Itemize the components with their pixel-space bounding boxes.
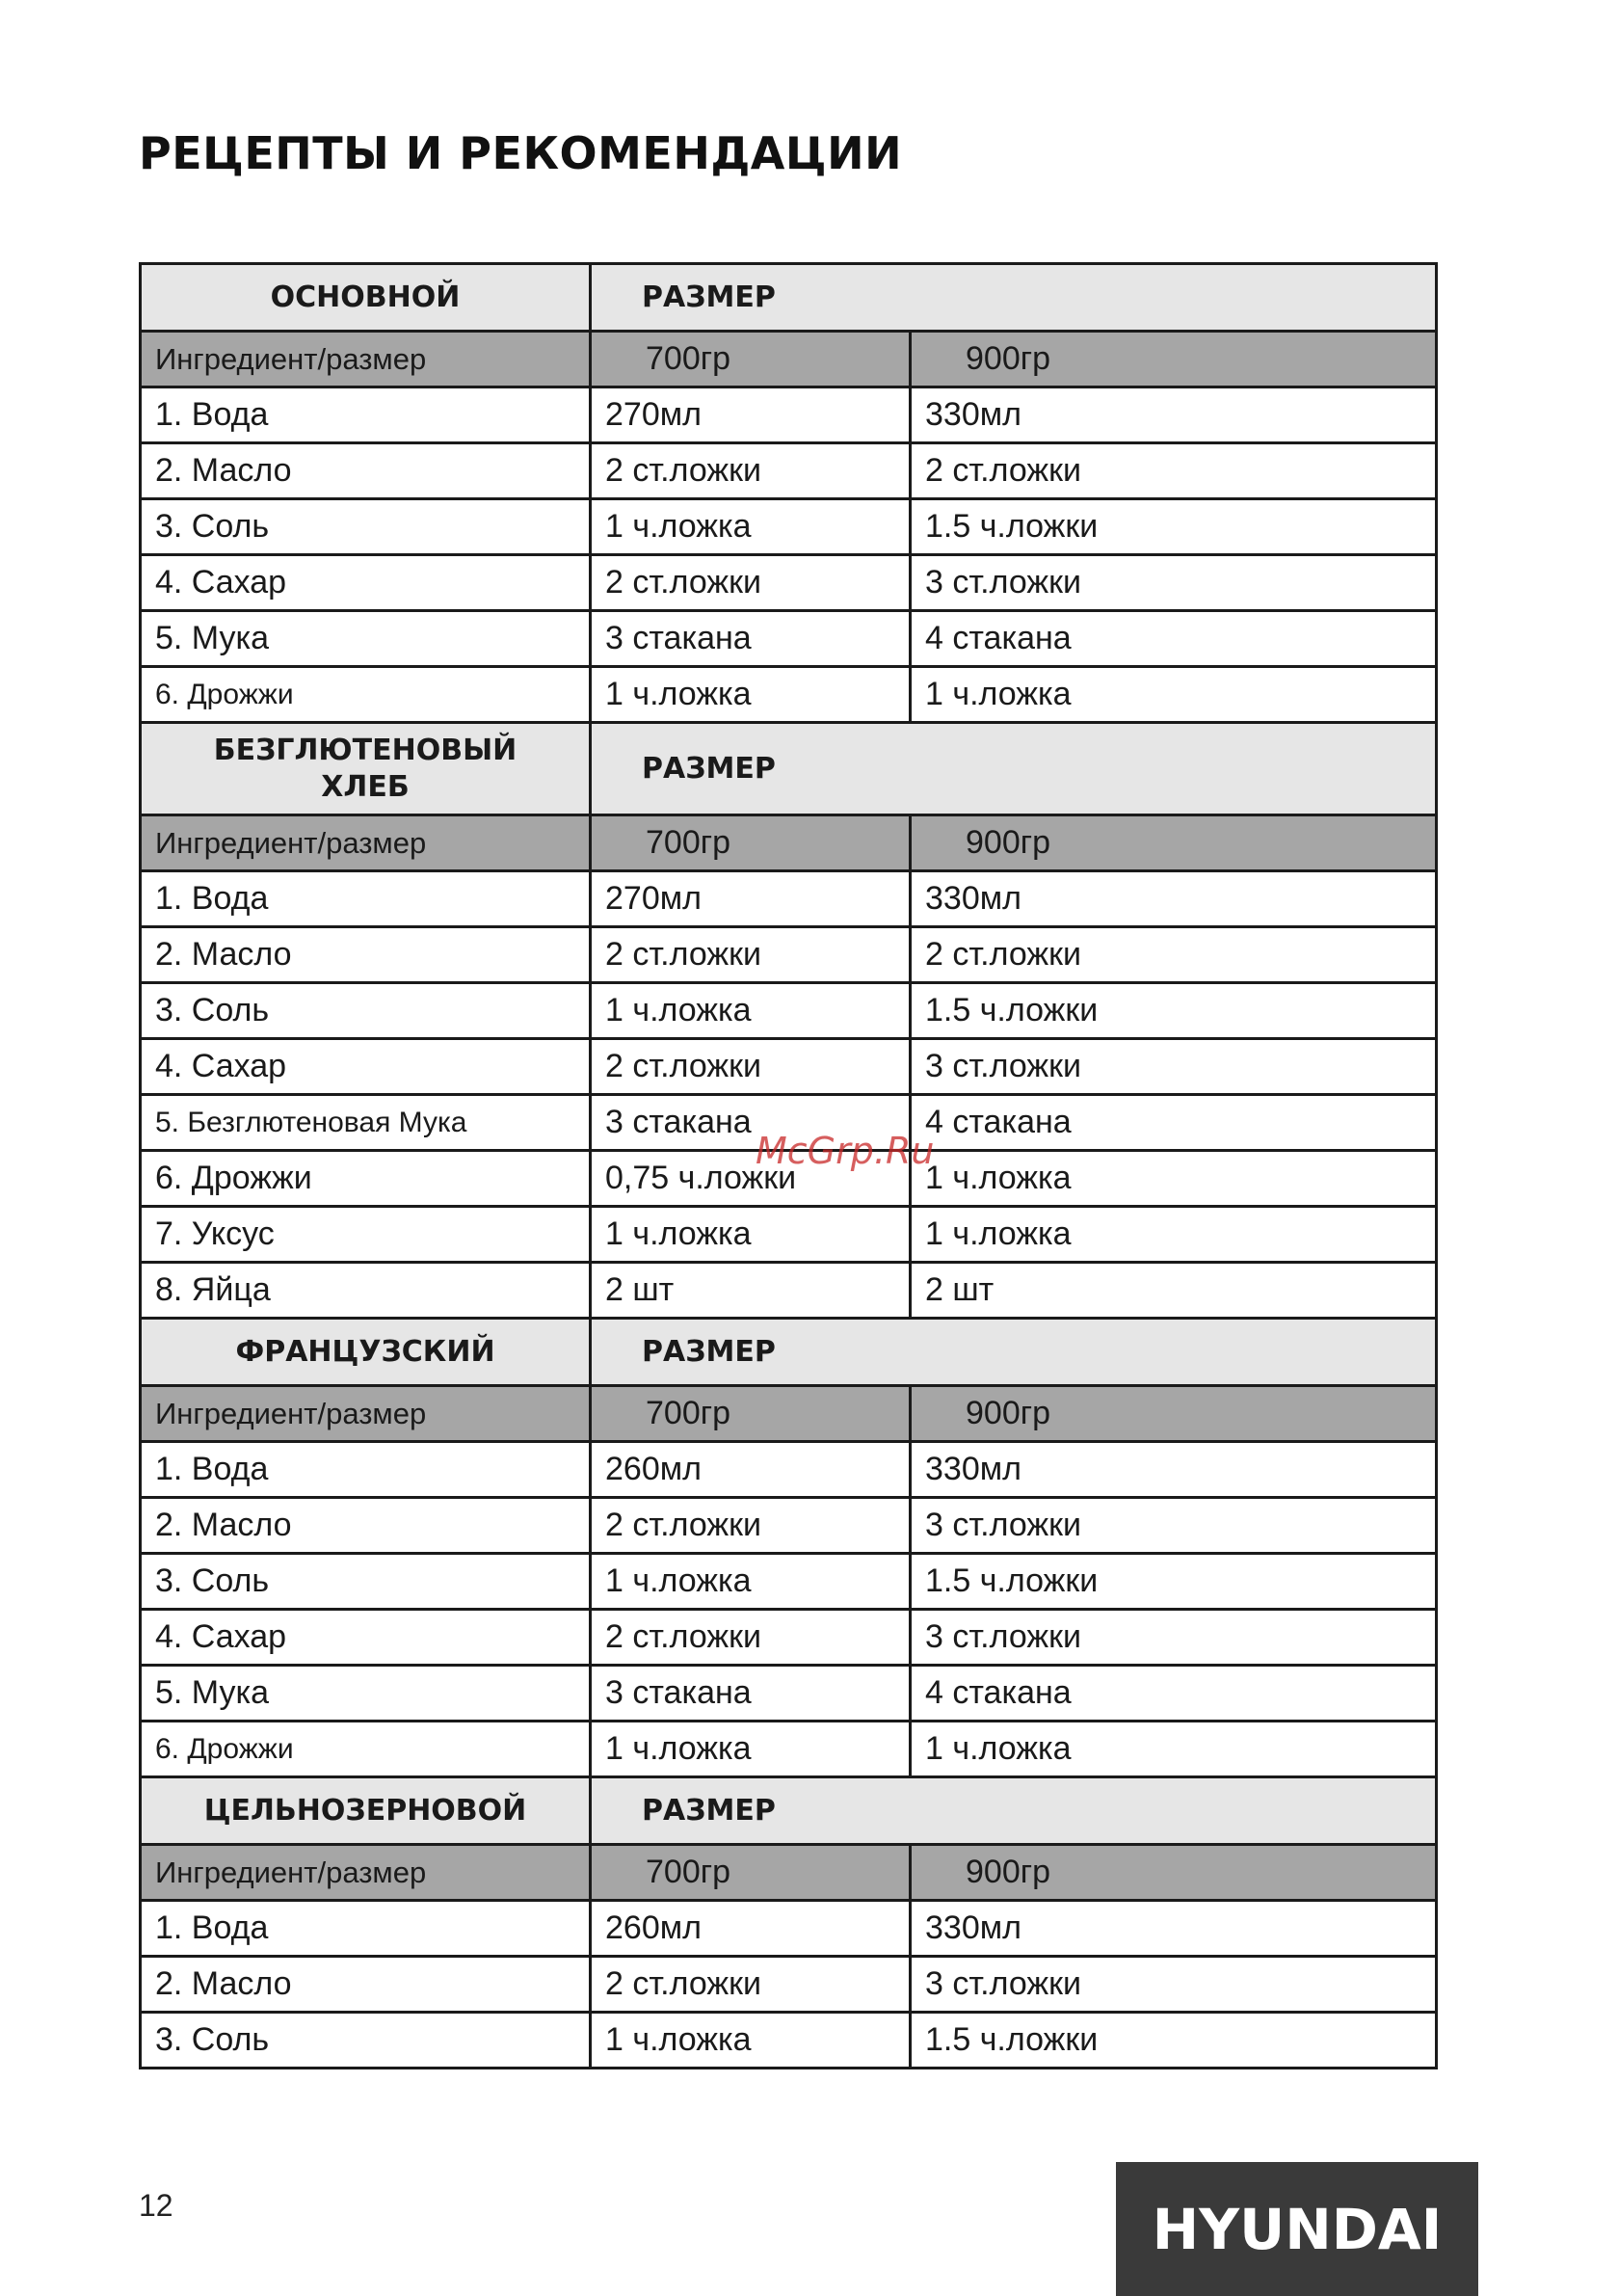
amount-900-cell: 1 ч.ложка	[911, 1151, 1437, 1207]
size-900-column-header: 900гр	[911, 1845, 1437, 1901]
amount-700-cell: 270мл	[591, 871, 911, 927]
table-row	[141, 927, 1437, 983]
amount-900-cell: 4 стакана	[911, 611, 1437, 667]
ingredient-cell: 2. Масло	[141, 927, 591, 983]
amount-900-cell: 2 шт	[911, 1263, 1437, 1319]
table-row	[141, 443, 1437, 499]
section-name: ФРАНЦУЗСКИЙ	[141, 1319, 591, 1386]
ingredient-cell: 1. Вода	[141, 871, 591, 927]
amount-700-cell: 2 ст.ложки	[591, 1039, 911, 1095]
size-700-column-header: 700гр	[591, 1845, 911, 1901]
ingredient-cell: 3. Соль	[141, 983, 591, 1039]
table-row	[141, 387, 1437, 443]
table-row	[141, 1610, 1437, 1666]
table-row	[141, 1666, 1437, 1722]
table-row	[141, 1039, 1437, 1095]
size-900-column-header: 900гр	[911, 332, 1437, 387]
section-header-row	[141, 264, 1437, 332]
size-700-column-header: 700гр	[591, 332, 911, 387]
amount-700-cell: 1 ч.ложка	[591, 1722, 911, 1777]
size-700-column-header: 700гр	[591, 815, 911, 871]
page-number: 12	[139, 2188, 173, 2223]
amount-900-cell: 330мл	[911, 1901, 1437, 1957]
column-header-row	[141, 332, 1437, 387]
ingredient-cell: 8. Яйца	[141, 1263, 591, 1319]
column-header-row	[141, 815, 1437, 871]
amount-900-cell: 1.5 ч.ложки	[911, 2013, 1437, 2069]
amount-900-cell: 2 ст.ложки	[911, 443, 1437, 499]
amount-900-cell: 1 ч.ложка	[911, 1722, 1437, 1777]
amount-700-cell: 1 ч.ложка	[591, 1207, 911, 1263]
ingredient-column-header: Ингредиент/размер	[141, 332, 591, 387]
ingredient-cell: 6. Дрожжи	[141, 667, 591, 723]
column-header-row	[141, 1386, 1437, 1442]
table-row	[141, 1263, 1437, 1319]
section-size-label: РАЗМЕР	[591, 1777, 1437, 1845]
watermark: McGrp.Ru	[756, 1130, 935, 1172]
amount-900-cell: 1.5 ч.ложки	[911, 499, 1437, 555]
table-row	[141, 1722, 1437, 1777]
amount-700-cell: 3 стакана	[591, 611, 911, 667]
table-row	[141, 1554, 1437, 1610]
amount-900-cell: 1 ч.ложка	[911, 667, 1437, 723]
amount-700-cell: 260мл	[591, 1901, 911, 1957]
ingredient-column-header: Ингредиент/размер	[141, 1386, 591, 1442]
ingredient-cell: 2. Масло	[141, 443, 591, 499]
table-row	[141, 611, 1437, 667]
table-row	[141, 1901, 1437, 1957]
table-row	[141, 1207, 1437, 1263]
amount-900-cell: 3 ст.ложки	[911, 555, 1437, 611]
amount-700-cell: 3 стакана	[591, 1095, 911, 1151]
amount-900-cell: 1.5 ч.ложки	[911, 983, 1437, 1039]
column-header-row	[141, 1845, 1437, 1901]
ingredient-cell: 5. Мука	[141, 1666, 591, 1722]
section-size-label: РАЗМЕР	[591, 264, 1437, 332]
ingredient-cell: 6. Дрожжи	[141, 1151, 591, 1207]
amount-900-cell: 4 стакана	[911, 1095, 1437, 1151]
amount-700-cell: 1 ч.ложка	[591, 499, 911, 555]
table-row	[141, 983, 1437, 1039]
amount-900-cell: 330мл	[911, 387, 1437, 443]
ingredient-cell: 4. Сахар	[141, 555, 591, 611]
amount-700-cell: 2 ст.ложки	[591, 443, 911, 499]
amount-700-cell: 1 ч.ложка	[591, 667, 911, 723]
ingredient-column-header: Ингредиент/размер	[141, 1845, 591, 1901]
ingredient-cell: 4. Сахар	[141, 1610, 591, 1666]
ingredient-cell: 3. Соль	[141, 499, 591, 555]
ingredient-cell: 2. Масло	[141, 1957, 591, 2013]
amount-700-cell: 2 ст.ложки	[591, 1610, 911, 1666]
amount-700-cell: 2 ст.ложки	[591, 927, 911, 983]
amount-700-cell: 1 ч.ложка	[591, 2013, 911, 2069]
ingredient-cell: 5. Мука	[141, 611, 591, 667]
ingredient-cell: 1. Вода	[141, 1442, 591, 1498]
ingredient-cell: 1. Вода	[141, 387, 591, 443]
amount-700-cell: 2 ст.ложки	[591, 1957, 911, 2013]
amount-900-cell: 3 ст.ложки	[911, 1039, 1437, 1095]
size-700-column-header: 700гр	[591, 1386, 911, 1442]
table-row	[141, 871, 1437, 927]
page-title: РЕЦЕПТЫ И РЕКОМЕНДАЦИИ	[139, 127, 903, 179]
amount-900-cell: 3 ст.ложки	[911, 1957, 1437, 2013]
table-row	[141, 667, 1437, 723]
ingredient-cell: 3. Соль	[141, 1554, 591, 1610]
table-row	[141, 1498, 1437, 1554]
table-row	[141, 1957, 1437, 2013]
amount-900-cell: 4 стакана	[911, 1666, 1437, 1722]
amount-700-cell: 0,75 ч.ложки	[591, 1151, 911, 1207]
amount-700-cell: 2 ст.ложки	[591, 555, 911, 611]
ingredient-cell: 6. Дрожжи	[141, 1722, 591, 1777]
size-900-column-header: 900гр	[911, 815, 1437, 871]
amount-700-cell: 260мл	[591, 1442, 911, 1498]
brand-logo-text: HYUNDAI	[1152, 2196, 1443, 2262]
ingredient-cell: 3. Соль	[141, 2013, 591, 2069]
amount-900-cell: 1 ч.ложка	[911, 1207, 1437, 1263]
section-header-row	[141, 1319, 1437, 1386]
section-header-row	[141, 723, 1437, 815]
section-name: ОСНОВНОЙ	[141, 264, 591, 332]
amount-700-cell: 2 шт	[591, 1263, 911, 1319]
amount-900-cell: 330мл	[911, 1442, 1437, 1498]
table-row	[141, 499, 1437, 555]
table-row	[141, 1442, 1437, 1498]
section-name: ЦЕЛЬНОЗЕРНОВОЙ	[141, 1777, 591, 1845]
table-row	[141, 555, 1437, 611]
brand-logo	[1116, 2162, 1478, 2296]
amount-900-cell: 3 ст.ложки	[911, 1498, 1437, 1554]
ingredient-cell: 1. Вода	[141, 1901, 591, 1957]
table-row	[141, 2013, 1437, 2069]
amount-700-cell: 270мл	[591, 387, 911, 443]
amount-900-cell: 1.5 ч.ложки	[911, 1554, 1437, 1610]
amount-700-cell: 2 ст.ложки	[591, 1498, 911, 1554]
section-name: БЕЗГЛЮТЕНОВЫЙ ХЛЕБ	[141, 723, 591, 815]
section-size-label: РАЗМЕР	[591, 723, 1437, 815]
ingredient-column-header: Ингредиент/размер	[141, 815, 591, 871]
amount-900-cell: 330мл	[911, 871, 1437, 927]
section-size-label: РАЗМЕР	[591, 1319, 1437, 1386]
amount-700-cell: 3 стакана	[591, 1666, 911, 1722]
section-header-row	[141, 1777, 1437, 1845]
ingredient-cell: 2. Масло	[141, 1498, 591, 1554]
amount-900-cell: 2 ст.ложки	[911, 927, 1437, 983]
ingredient-cell: 7. Уксус	[141, 1207, 591, 1263]
amount-700-cell: 1 ч.ложка	[591, 983, 911, 1039]
ingredient-cell: 4. Сахар	[141, 1039, 591, 1095]
amount-900-cell: 3 ст.ложки	[911, 1610, 1437, 1666]
size-900-column-header: 900гр	[911, 1386, 1437, 1442]
ingredient-cell: 5. Безглютеновая Мука	[141, 1095, 591, 1151]
amount-700-cell: 1 ч.ложка	[591, 1554, 911, 1610]
